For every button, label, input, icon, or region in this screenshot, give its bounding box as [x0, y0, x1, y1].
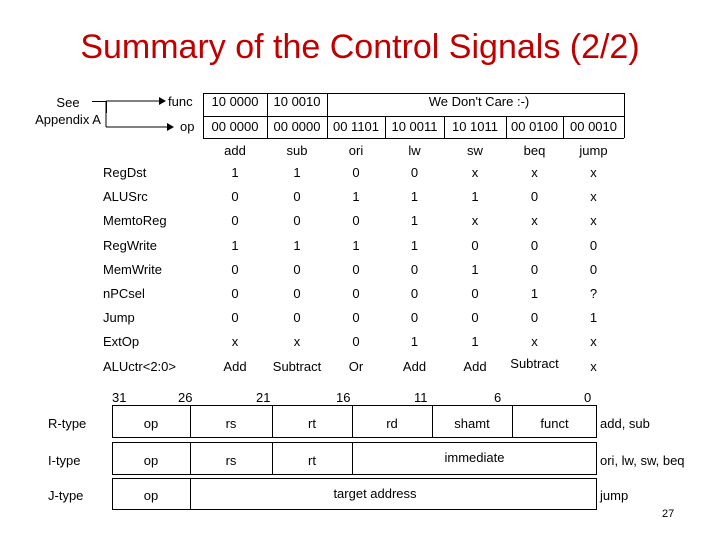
bracket-line — [92, 101, 106, 102]
signal-value: 1 — [410, 334, 419, 349]
bit-position-label: 0 — [584, 390, 592, 405]
signal-value: x — [531, 334, 538, 349]
signal-value: x — [590, 165, 597, 180]
signal-value: 1 — [352, 189, 360, 204]
signal-label: nPCsel — [103, 286, 145, 301]
format-label-r: R-type — [48, 416, 87, 431]
signal-value: 1 — [293, 238, 301, 253]
bit-position-label: 16 — [336, 390, 351, 405]
op-value: 00 0010 — [570, 119, 617, 134]
signal-value: 0 — [231, 213, 239, 228]
bit-position-label: 21 — [256, 390, 271, 405]
dont-care-note: We Don't Care :-) — [428, 94, 530, 109]
signal-value: 0 — [352, 213, 360, 228]
signal-value: x — [531, 165, 538, 180]
signal-value: x — [231, 334, 239, 349]
signal-value: 0 — [471, 238, 479, 253]
signal-value: 0 — [530, 262, 539, 277]
signal-value: 1 — [352, 238, 360, 253]
j-field-target: target address — [333, 486, 417, 501]
signal-value: 0 — [293, 213, 301, 228]
signal-value: 0 — [231, 310, 239, 325]
op-value: 10 0011 — [391, 119, 438, 134]
i-field-op: op — [143, 453, 159, 468]
signal-value: 0 — [530, 310, 539, 325]
signal-value: 1 — [471, 262, 479, 277]
signal-value: Subtract — [510, 356, 559, 371]
signal-value: 1 — [410, 213, 419, 228]
signal-value: 0 — [530, 189, 539, 204]
r-type-note: add, sub — [600, 416, 650, 431]
op-label: op — [180, 119, 195, 134]
signal-value: 0 — [231, 189, 239, 204]
signal-value: 1 — [530, 286, 539, 301]
signal-value: 1 — [231, 165, 239, 180]
signal-value: 0 — [352, 334, 360, 349]
bit-position-label: 11 — [414, 390, 428, 405]
j-type-note: jump — [600, 488, 629, 503]
signal-value: 0 — [352, 286, 360, 301]
op-value: 00 0000 — [211, 119, 259, 134]
signal-value: Or — [348, 359, 364, 374]
i-type-note: ori, lw, sw, beq — [600, 453, 685, 468]
signal-value: 0 — [589, 262, 598, 277]
signal-value: 0 — [352, 165, 360, 180]
signal-value: 0 — [530, 238, 539, 253]
see-appendix-note: See Appendix A — [35, 95, 101, 127]
bit-position-label: 26 — [178, 390, 193, 405]
signal-label: ALUctr<2:0> — [103, 359, 176, 374]
signal-value: Add — [402, 359, 427, 374]
signal-value: 0 — [410, 310, 419, 325]
i-field-rs: rs — [225, 453, 237, 468]
instr-sub: sub — [286, 143, 308, 158]
signal-value: 0 — [231, 262, 239, 277]
bit-position-label: 6 — [494, 390, 502, 405]
i-field-rt: rt — [308, 453, 316, 468]
bit-position-label: 31 — [112, 390, 127, 405]
op-value: 00 0100 — [511, 119, 558, 134]
func-value-add: 10 0000 — [211, 94, 259, 109]
signal-value: 0 — [352, 262, 360, 277]
r-field-rs: rs — [225, 416, 237, 431]
signal-value: x — [531, 213, 538, 228]
grid-line — [624, 93, 625, 138]
signal-value: 0 — [293, 286, 301, 301]
instr-add: add — [224, 143, 246, 158]
format-label-i: I-type — [48, 453, 81, 468]
signal-value: x — [590, 213, 597, 228]
signal-label: RegDst — [103, 165, 147, 180]
signal-value: 1 — [471, 334, 479, 349]
instr-ori: ori — [348, 143, 364, 158]
j-field-op: op — [143, 488, 159, 503]
signal-value: 0 — [352, 310, 360, 325]
r-field-shamt: shamt — [454, 416, 490, 431]
arrow-to-op — [105, 100, 175, 134]
signal-value: x — [293, 334, 301, 349]
signal-value: 0 — [410, 165, 419, 180]
func-value-sub: 10 0010 — [273, 94, 321, 109]
op-value: 00 0000 — [273, 119, 321, 134]
instr-jump: jump — [579, 143, 608, 158]
signal-value: 1 — [293, 165, 301, 180]
page-title: Summary of the Control Signals (2/2) — [80, 28, 640, 66]
grid-line — [203, 138, 624, 139]
instr-lw: lw — [408, 143, 421, 158]
instr-beq: beq — [523, 143, 546, 158]
signal-value: Add — [223, 359, 247, 374]
signal-value: x — [590, 359, 597, 374]
signal-value: 0 — [410, 286, 419, 301]
signal-value: x — [590, 189, 597, 204]
instr-sw: sw — [467, 143, 483, 158]
page-number: 27 — [662, 508, 675, 520]
signal-value: 1 — [231, 238, 239, 253]
r-field-rt: rt — [308, 416, 316, 431]
op-value: 00 1101 — [332, 119, 380, 134]
signal-value: 1 — [410, 189, 419, 204]
signal-value: 0 — [293, 310, 301, 325]
i-field-immediate: immediate — [444, 450, 505, 465]
signal-value: 0 — [231, 286, 239, 301]
signal-label: MemtoReg — [103, 213, 167, 228]
signal-value: x — [471, 165, 479, 180]
signal-label: RegWrite — [103, 238, 157, 253]
func-label: func — [168, 94, 193, 109]
signal-label: MemWrite — [103, 262, 162, 277]
signal-label: ExtOp — [103, 334, 140, 349]
r-field-op: op — [143, 416, 159, 431]
signal-value: x — [471, 213, 479, 228]
r-field-rd: rd — [386, 416, 398, 431]
signal-value: Subtract — [272, 359, 322, 374]
signal-value: ? — [589, 286, 598, 301]
op-value: 10 1011 — [451, 119, 499, 134]
signal-label: ALUSrc — [103, 189, 148, 204]
signal-value: Add — [463, 359, 487, 374]
signal-value: 1 — [410, 238, 419, 253]
signal-value: 0 — [589, 238, 598, 253]
signal-value: 0 — [293, 189, 301, 204]
signal-value: 0 — [471, 286, 479, 301]
r-field-funct: funct — [540, 416, 569, 431]
signal-value: 0 — [410, 262, 419, 277]
signal-value: 0 — [471, 310, 479, 325]
signal-value: x — [590, 334, 597, 349]
signal-value: 0 — [293, 262, 301, 277]
signal-value: 1 — [589, 310, 598, 325]
format-label-j: J-type — [48, 488, 84, 503]
signal-value: 1 — [471, 189, 479, 204]
signal-label: Jump — [103, 310, 135, 325]
